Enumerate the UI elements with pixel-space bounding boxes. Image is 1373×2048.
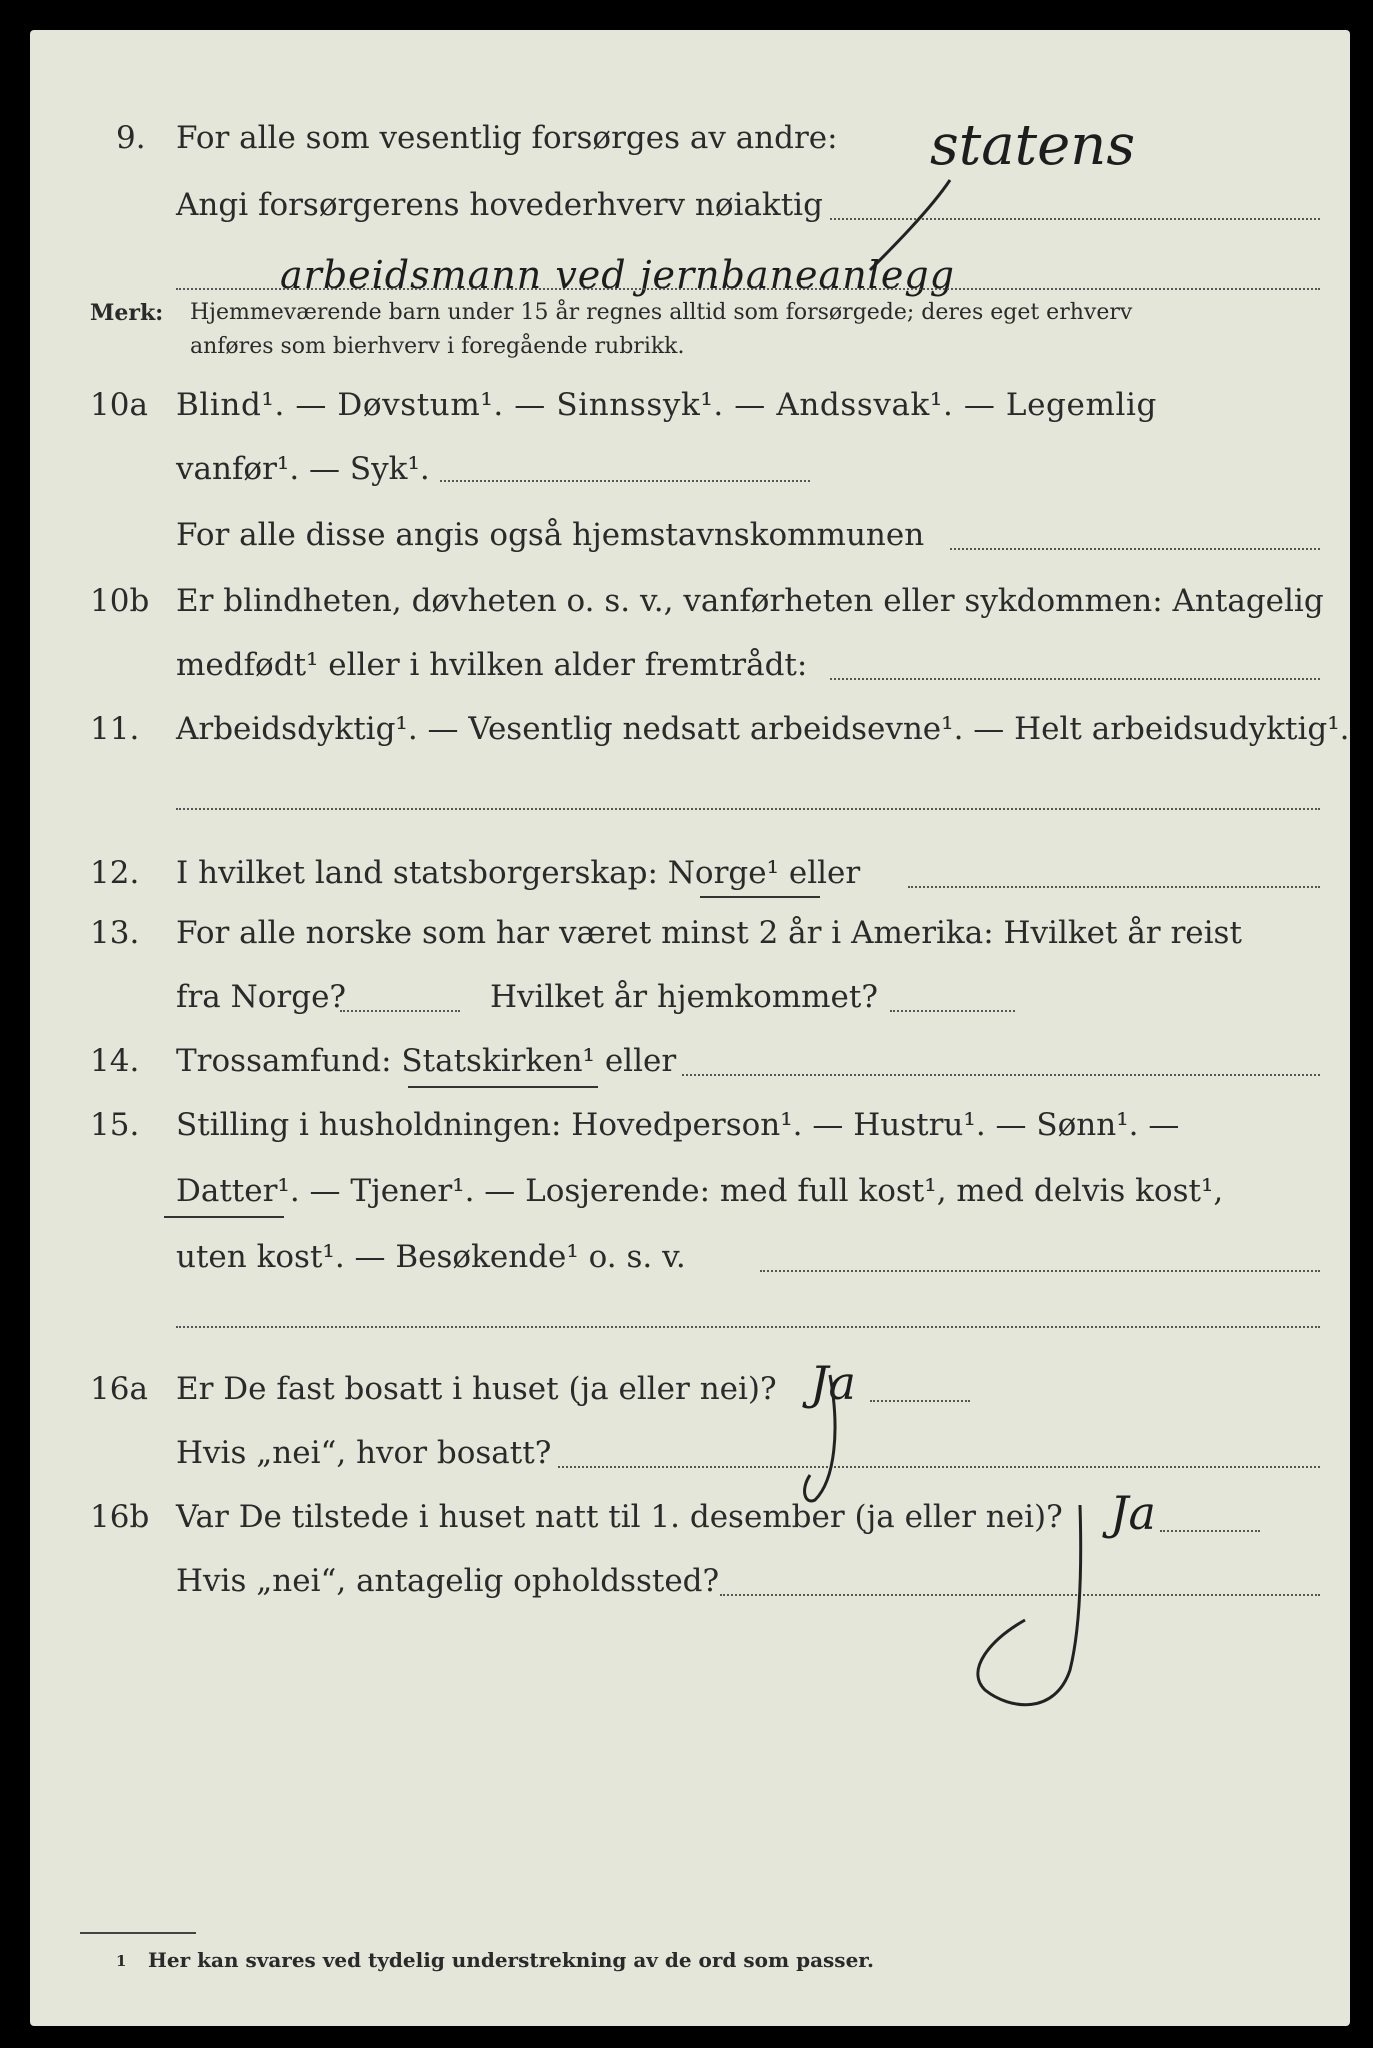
q12-number: 12.	[90, 855, 140, 891]
q13-number: 13.	[90, 915, 140, 951]
q16b-line1: Var De tilstede i huset natt til 1. desember (ja eller nei)?	[176, 1499, 1063, 1535]
q13-line1: For alle norske som har været minst 2 år i Amerika: Hvilket år reist	[176, 915, 1242, 951]
footnote-mark: 1	[116, 1952, 127, 1970]
q16a-line1: Er De fast bosatt i huset (ja eller nei)?	[176, 1371, 777, 1407]
q14-line1: Trossamfund: Statskirken¹ eller	[176, 1043, 677, 1079]
q9-handwriting-statens: statens	[930, 113, 1136, 178]
q10a-line1: Blind¹. — Døvstum¹. — Sinnssyk¹. — Andssvak¹. — Legemlig	[176, 387, 1157, 423]
handwritten-ja-loop-icon	[970, 1500, 1110, 1720]
q9-number: 9.	[116, 120, 146, 156]
q13-line2a: fra Norge?	[176, 979, 347, 1015]
q10a-line3: For alle disse angis også hjemstavnskommunen	[176, 517, 925, 553]
q11-number: 11.	[90, 711, 140, 747]
q10a-answer-line2	[950, 548, 1320, 550]
q13-line2b: Hvilket år hjemkommet?	[490, 979, 878, 1015]
q15-answer-line1	[760, 1270, 1320, 1272]
merk-line2: anføres som bierhverv i foregående rubrikk.	[190, 334, 685, 359]
q16a-number: 16a	[90, 1371, 148, 1407]
q10a-line2: vanfør¹. — Syk¹.	[176, 451, 430, 487]
q15-line1: Stilling i husholdningen: Hovedperson¹. — Hustru¹. — Sønn¹. —	[176, 1107, 1180, 1143]
q14-statskirken-underline	[408, 1086, 598, 1088]
q9-handwriting-occupation: arbeidsmann ved jernbaneanlegg	[280, 253, 955, 297]
q10b-line1: Er blindheten, døvheten o. s. v., vanførheten eller sykdommen: Antagelig	[176, 583, 1324, 619]
q9-line2: Angi forsørgerens hovederhverv nøiaktig	[176, 187, 823, 223]
q13-answer-line1	[340, 1010, 460, 1012]
q16b-line2: Hvis „nei“, antagelig opholdssted?	[176, 1563, 720, 1599]
q10b-number: 10b	[90, 583, 150, 619]
census-form-page	[30, 30, 1350, 2026]
q12-norge-underline	[700, 896, 820, 898]
handwritten-ja-stroke-icon	[790, 1370, 870, 1510]
q10a-number: 10a	[90, 387, 148, 423]
q16b-answer-line1	[1160, 1530, 1260, 1532]
q15-line2: Datter¹. — Tjener¹. — Losjerende: med full kost¹, med delvis kost¹,	[176, 1173, 1224, 1209]
q15-number: 15.	[90, 1107, 140, 1143]
q16b-answer-handwriting: Ja	[1110, 1486, 1156, 1540]
q9-line1: For alle som vesentlig forsørges av andre:	[176, 120, 838, 156]
footnote-text: Her kan svares ved tydelig understrekning av de ord som passer.	[148, 1948, 874, 1972]
q12-answer-line	[908, 886, 1320, 888]
merk-label: Merk:	[90, 300, 164, 326]
q16b-number: 16b	[90, 1499, 150, 1535]
q15-datter-underline	[164, 1216, 284, 1218]
q16a-answer-line2	[558, 1466, 1320, 1468]
q13-answer-line2	[890, 1010, 1015, 1012]
q15-answer-line2	[176, 1326, 1320, 1328]
merk-line1: Hjemmeværende barn under 15 år regnes alltid som forsørgede; deres eget erhverv	[190, 300, 1133, 325]
q9-answer-line2	[176, 288, 1320, 290]
footnote-rule	[80, 1932, 196, 1934]
q14-answer-line	[682, 1074, 1320, 1076]
q16a-answer-line1	[870, 1400, 970, 1402]
q11-answer-line	[176, 808, 1320, 810]
q14-number: 14.	[90, 1043, 140, 1079]
q10a-answer-line	[440, 480, 810, 482]
q10b-line2: medfødt¹ eller i hvilken alder fremtrådt:	[176, 647, 808, 683]
q16a-line2: Hvis „nei“, hvor bosatt?	[176, 1435, 552, 1471]
q15-line3: uten kost¹. — Besøkende¹ o. s. v.	[176, 1239, 686, 1275]
q16a-answer-handwriting: Ja	[810, 1356, 856, 1410]
q10b-answer-line	[830, 678, 1320, 680]
q12-line1: I hvilket land statsborgerskap: Norge¹ eller	[176, 855, 861, 891]
q11-line1: Arbeidsdyktig¹. — Vesentlig nedsatt arbeidsevne¹. — Helt arbeidsudyktig¹.	[176, 711, 1350, 747]
